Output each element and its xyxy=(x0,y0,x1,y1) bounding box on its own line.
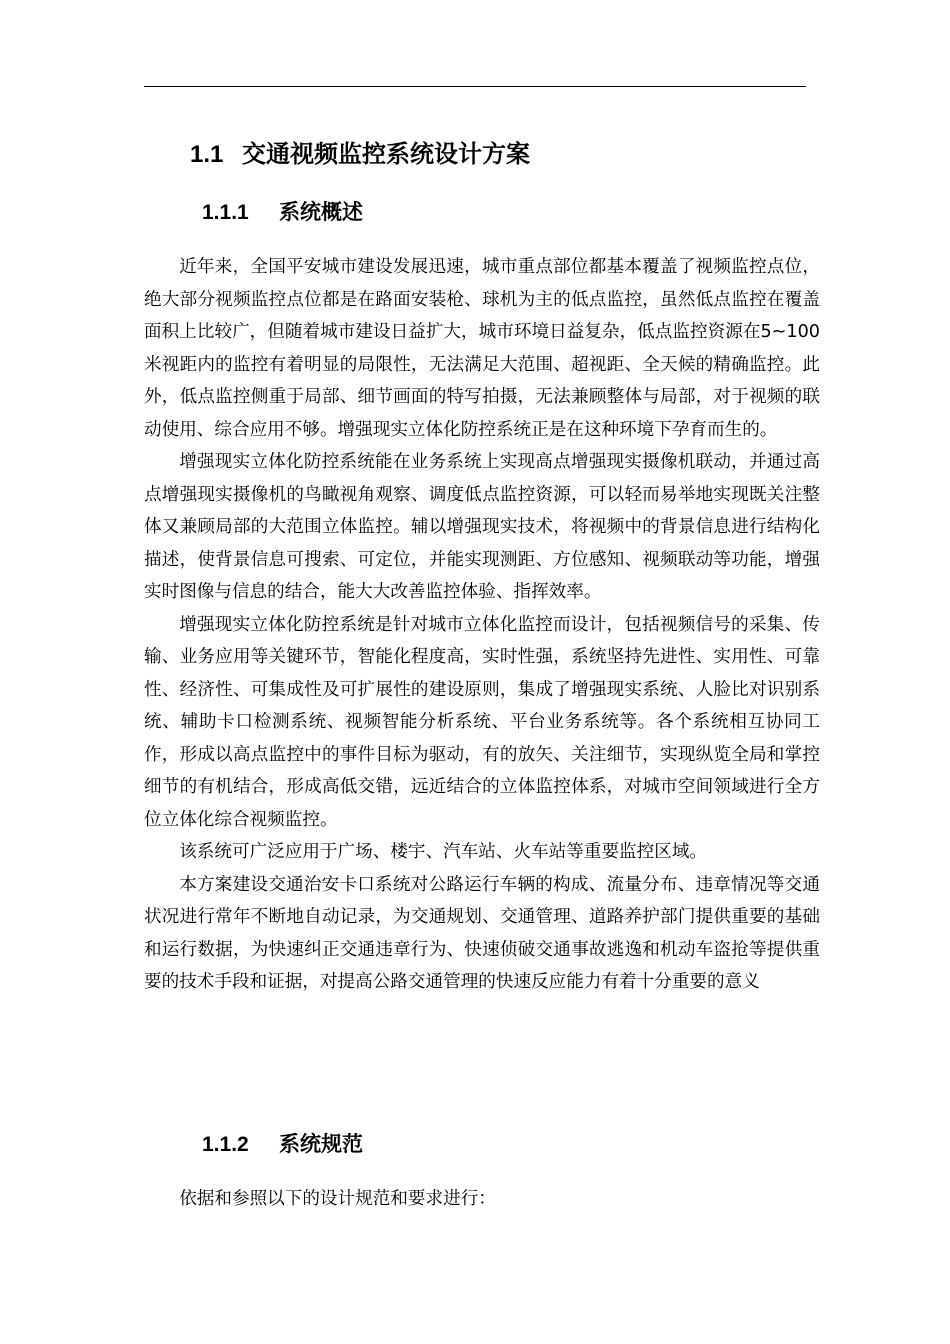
heading-system-overview xyxy=(202,197,363,228)
heading-system-specification xyxy=(202,1129,363,1160)
paragraph: 依据和参照以下的设计规范和要求进行： xyxy=(179,1189,496,1209)
heading-system-specification-title: 系统规范 xyxy=(279,1132,363,1156)
paragraph: 近年来，全国平安城市建设发展迅速，城市重点部位都基本覆盖了视频监控点位，绝大部分视频监控点位都是在路面安装枪、球机为主的低点监控，虽然低点监控在覆盖面积上比较广，但随着城市建设日益扩大，城市环境日益复杂，低点监控资源在5~100米视距内的监控有着明显的局限性，无法满足大范围、超视距、全天候的精确监控。此外，低点监控侧重于局部、细节画面的特写拍摄，无法兼顾整体与局部，对于视频的联动使用、综合应用不够。增强现实立体化防控系统正是在这种环境下孕育而生的。 xyxy=(144,257,820,440)
system-specification-body xyxy=(144,1183,820,1216)
heading-1-title: 交通视频监控系统设计方案 xyxy=(242,140,530,168)
heading-1-number: 1.1 xyxy=(190,141,224,168)
heading-system-specification-number: 1.1.2 xyxy=(202,1133,249,1156)
heading-system-overview-title: 系统概述 xyxy=(279,200,363,224)
system-overview-body xyxy=(144,251,820,999)
heading-system-overview-number: 1.1.1 xyxy=(202,201,249,224)
header-rule xyxy=(144,86,806,87)
heading-1 xyxy=(190,138,530,171)
paragraph: 增强现实立体化防控系统能在业务系统上实现高点增强现实摄像机联动，并通过高点增强现实摄像机的鸟瞰视角观察、调度低点监控资源，可以轻而易举地实现既关注整体又兼顾局部的大范围立体监控。辅以增强现实技术，将视频中的背景信息进行结构化描述，使背景信息可搜索、可定位，并能实现测距、方位感知、视频联动等功能，增强实时图像与信息的结合，能大大改善监控体验、指挥效率。 xyxy=(144,452,820,602)
paragraph: 该系统可广泛应用于广场、楼宇、汽车站、火车站等重要监控区域。 xyxy=(179,842,708,862)
paragraph: 本方案建设交通治安卡口系统对公路运行车辆的构成、流量分布、违章情况等交通状况进行常年不断地自动记录，为交通规划、交通管理、道路养护部门提供重要的基础和运行数据，为快速纠正交通违章行为、快速侦破交通事故逃逸和机动车盗抢等提供重要的技术手段和证据，对提高公路交通管理的快速反应能力有着十分重要的意义 xyxy=(144,874,820,992)
paragraph: 增强现实立体化防控系统是针对城市立体化监控而设计，包括视频信号的采集、传输、业务应用等关键环节，智能化程度高，实时性强，系统坚持先进性、实用性、可靠性、经济性、可集成性及可扩展性的建设原则，集成了增强现实系统、人脸比对识别系统、辅助卡口检测系统、视频智能分析系统、平台业务系统等。各个系统相互协同工作，形成以高点监控中的事件目标为驱动，有的放矢、关注细节，实现纵览全局和掌控细节的有机结合，形成高低交错，远近结合的立体监控体系，对城市空间领域进行全方位立体化综合视频监控。 xyxy=(144,614,820,830)
